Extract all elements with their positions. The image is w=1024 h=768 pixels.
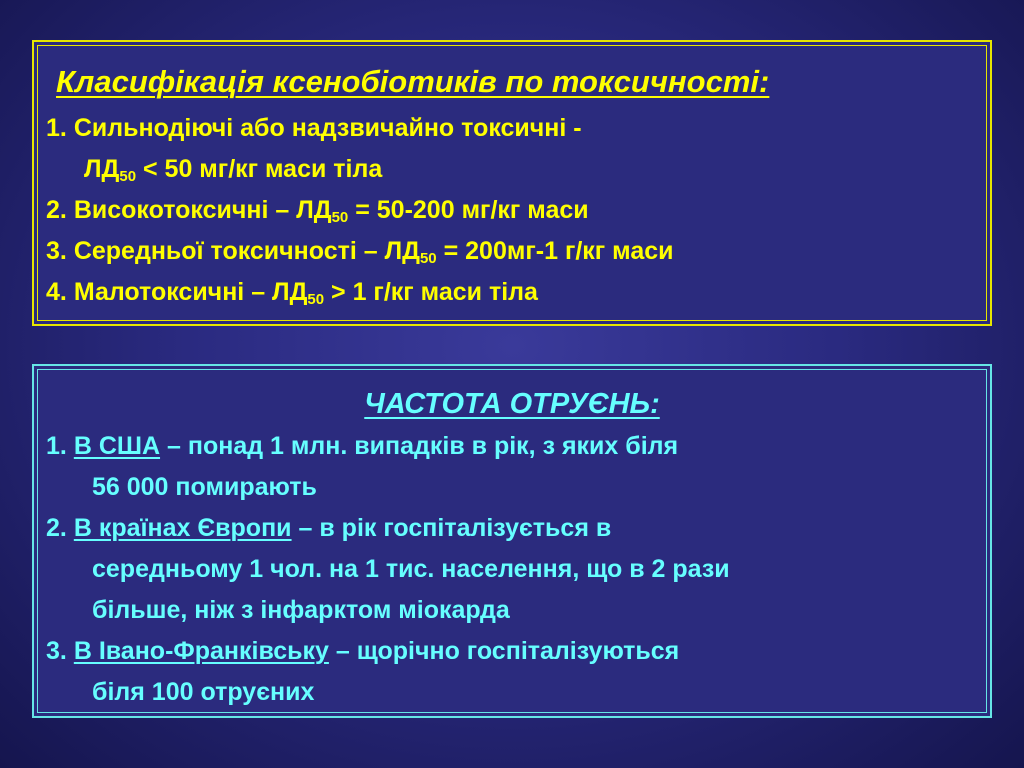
frequency-item-1-text: – понад 1 млн. випадків в рік, з яких біля bbox=[160, 432, 679, 460]
toxicity-item-2-label: Високотоксичні – ЛД bbox=[73, 196, 332, 224]
toxicity-item-4-number: 4. bbox=[46, 278, 67, 306]
frequency-item-3-line-2: біля 100 отруєних bbox=[92, 678, 315, 706]
toxicity-item-1-number: 1. bbox=[46, 114, 67, 142]
toxicity-item-1 bbox=[46, 114, 582, 143]
toxicity-item-1-text: Сильнодіючі або надзвичайно токсичні - bbox=[73, 114, 582, 142]
frequency-item-2-line-3: більше, ніж з інфарктом міокарда bbox=[92, 596, 510, 624]
ld-subscript: 50 bbox=[307, 291, 325, 308]
frequency-item-2 bbox=[46, 514, 611, 543]
toxicity-item-2-dose: = 50-200 мг/кг маси bbox=[348, 196, 589, 224]
toxicity-item-3-dose: = 200мг-1 г/кг маси bbox=[436, 237, 674, 265]
frequency-title bbox=[0, 388, 1024, 421]
frequency-item-3-number: 3. bbox=[46, 637, 67, 665]
ld-subscript: 50 bbox=[419, 250, 437, 267]
toxicity-item-2-number: 2. bbox=[46, 196, 67, 224]
frequency-item-3 bbox=[46, 637, 679, 666]
frequency-item-1-line-2: 56 000 помирають bbox=[92, 473, 317, 501]
frequency-item-1 bbox=[46, 432, 678, 461]
toxicity-item-4 bbox=[46, 278, 538, 307]
toxicity-item-1-line-2 bbox=[84, 155, 382, 184]
frequency-item-1-number: 1. bbox=[46, 432, 67, 460]
frequency-item-2-text: – в рік госпіталізується в bbox=[291, 514, 612, 542]
toxicity-item-2 bbox=[46, 196, 589, 225]
ld-label: ЛД bbox=[84, 155, 120, 183]
ld-subscript: 50 bbox=[119, 168, 137, 185]
frequency-item-2-number: 2. bbox=[46, 514, 67, 542]
frequency-item-2-line-2: середньому 1 чол. на 1 тис. населення, що в 2 рази bbox=[92, 555, 730, 583]
frequency-item-1-place: В США bbox=[73, 432, 161, 460]
toxicity-item-4-dose: > 1 г/кг маси тіла bbox=[324, 278, 538, 306]
toxicity-item-1-dose: < 50 мг/кг маси тіла bbox=[136, 155, 383, 183]
toxicity-item-3 bbox=[46, 237, 674, 266]
frequency-item-3-text: – щорічно госпіталізуються bbox=[328, 637, 680, 665]
frequency-item-3-place: В Івано-Франківську bbox=[73, 637, 329, 665]
ld-subscript: 50 bbox=[331, 209, 349, 226]
toxicity-item-4-label: Малотоксичні – ЛД bbox=[73, 278, 308, 306]
toxicity-item-3-number: 3. bbox=[46, 237, 67, 265]
frequency-item-2-place: В країнах Європи bbox=[73, 514, 292, 542]
toxicity-title: Класифікація ксенобіотиків по токсичності: bbox=[56, 64, 770, 99]
toxicity-item-3-label: Середньої токсичності – ЛД bbox=[73, 237, 420, 265]
frequency-title-text: ЧАСТОТА ОТРУЄНЬ: bbox=[364, 388, 660, 420]
